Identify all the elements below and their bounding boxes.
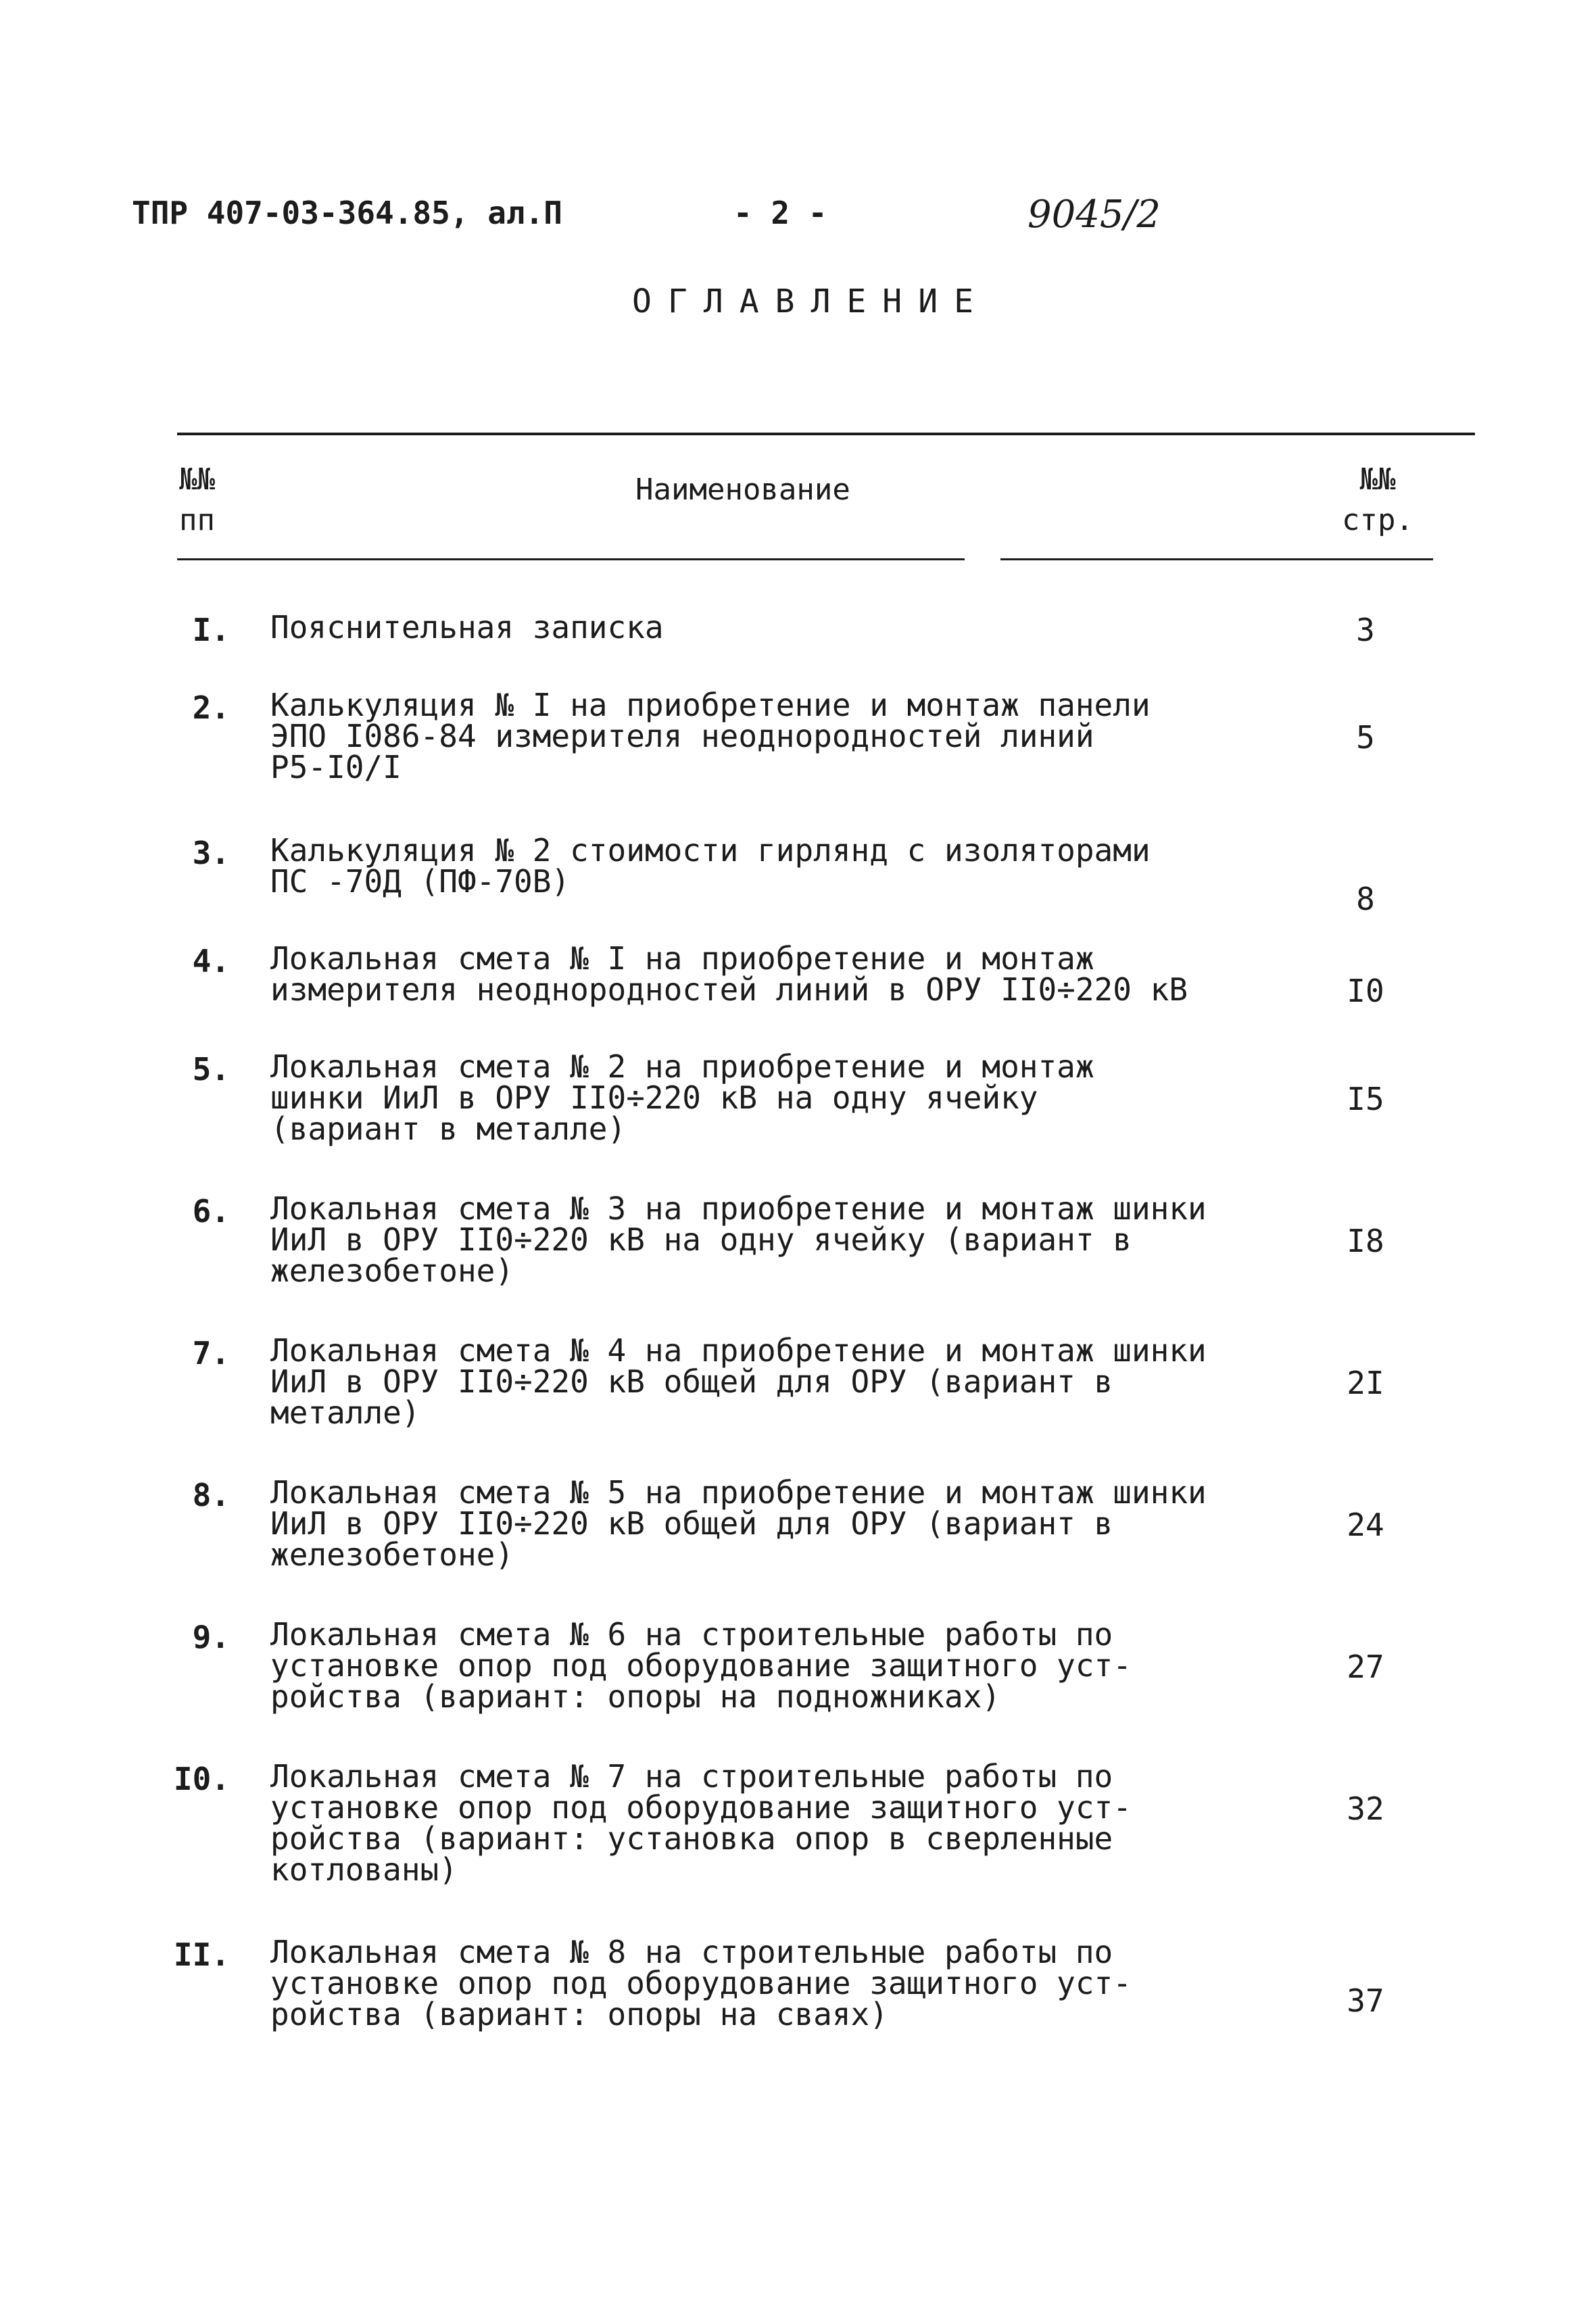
toc-entry-number: 3. xyxy=(192,835,230,871)
toc-entry-number: 9. xyxy=(192,1619,230,1655)
toc-entry-line: шинки ИиЛ в ОРУ II0÷220 кВ на одну ячейку xyxy=(270,1079,1038,1116)
toc-entry-line: ройства (вариант: установка опор в сверленные xyxy=(270,1820,1113,1857)
toc-entry-line: Калькуляция № 2 стоимости гирлянд с изоляторами xyxy=(270,832,1151,869)
toc-entry-title xyxy=(270,1758,1132,1888)
toc-entry-line: Локальная смета № 2 на приобретение и монтаж xyxy=(270,1048,1094,1085)
toc-entry-page: 32 xyxy=(1347,1790,1384,1827)
page-number: - 2 - xyxy=(733,195,827,231)
toc-entry-page: 3 xyxy=(1356,612,1375,648)
column-header-page: №№ стр. xyxy=(1342,462,1413,537)
handwritten-archive-number: 9045/2 xyxy=(1027,193,1161,237)
toc-entry-line: Р5-I0/I xyxy=(270,749,402,785)
column-header-name: Наименование xyxy=(635,472,850,507)
document-code: ТПР 407-03-364.85, ал.П xyxy=(132,195,562,231)
toc-entry-page: I8 xyxy=(1347,1223,1384,1259)
column-header-number: №№ пп xyxy=(179,462,215,537)
header-bottom-rule-left xyxy=(177,558,965,560)
toc-entry-page: 5 xyxy=(1356,719,1375,756)
toc-entry-line: установке опор под оборудование защитного уст- xyxy=(270,1965,1132,2001)
toc-entry-page: 24 xyxy=(1347,1507,1384,1543)
toc-entry-title xyxy=(270,1048,1094,1147)
toc-entry-line: ройства (вариант: опоры на сваях) xyxy=(270,1996,888,2032)
toc-entry-title xyxy=(270,1190,1207,1289)
toc-entry-title xyxy=(270,1616,1132,1715)
toc-entry-line: (вариант в металле) xyxy=(270,1111,627,1147)
toc-entry-line: Локальная смета № 6 на строительные работы по xyxy=(270,1616,1113,1653)
toc-entry-number: 7. xyxy=(192,1335,230,1371)
toc-entry-line: ИиЛ в ОРУ II0÷220 кВ общей для ОРУ (вариант в xyxy=(270,1505,1113,1542)
toc-entry-line: котлованы) xyxy=(270,1851,458,1888)
toc-entry-line: Локальная смета № 3 на приобретение и монтаж шинки xyxy=(270,1190,1207,1227)
toc-entry-number: II. xyxy=(173,1936,230,1973)
header-bottom-rule-right xyxy=(1000,558,1433,560)
toc-entry-line: железобетоне) xyxy=(270,1536,514,1573)
toc-entry-page: 37 xyxy=(1347,1982,1384,2019)
toc-entry-line: Пояснительная записка xyxy=(270,609,664,645)
toc-entry-line: железобетоне) xyxy=(270,1252,514,1289)
toc-entry-title xyxy=(270,689,1151,783)
toc-entry-page: 8 xyxy=(1356,881,1375,917)
toc-entry-number: 2. xyxy=(192,689,230,726)
toc-entry-number: I. xyxy=(192,612,230,648)
toc-entry-line: Локальная смета № I на приобретение и монтаж xyxy=(270,940,1094,977)
toc-entry-title xyxy=(270,1332,1207,1431)
toc-entry-page: 2I xyxy=(1347,1365,1384,1401)
toc-entry-line: ЭПО I086-84 измерителя неоднородностей линий xyxy=(270,718,1094,754)
toc-entry-line: измерителя неоднородностей линий в ОРУ II0÷220 кВ xyxy=(270,971,1188,1008)
toc-entry-line: установке опор под оборудование защитного уст- xyxy=(270,1647,1132,1684)
toc-entry-page: I5 xyxy=(1347,1081,1384,1117)
toc-entry-title xyxy=(270,832,1151,900)
toc-entry-title xyxy=(270,940,1188,1008)
toc-entry-number: 4. xyxy=(192,943,230,979)
toc-entry-line: ИиЛ в ОРУ II0÷220 кВ общей для ОРУ (вариант в xyxy=(270,1363,1113,1400)
toc-entry-page: I0 xyxy=(1347,973,1384,1009)
toc-entry-line: Калькуляция № I на приобретение и монтаж панели xyxy=(270,687,1151,723)
table-top-rule xyxy=(177,433,1475,435)
toc-entry-number: 8. xyxy=(192,1477,230,1513)
toc-entry-line: ПС -70Д (ПФ-70В) xyxy=(270,863,571,900)
toc-entry-line: Локальная смета № 8 на строительные работы по xyxy=(270,1934,1113,1970)
toc-entry-line: Локальная смета № 7 на строительные работы по xyxy=(270,1758,1113,1795)
toc-entry-page: 27 xyxy=(1347,1649,1384,1685)
toc-entry-number: 6. xyxy=(192,1193,230,1229)
page-title: ОГЛАВЛЕНИЕ xyxy=(632,283,990,320)
toc-entry-line: ройства (вариант: опоры на подножниках) xyxy=(270,1678,1001,1715)
toc-entry-title xyxy=(270,1474,1207,1573)
toc-entry-line: установке опор под оборудование защитного уст- xyxy=(270,1789,1132,1826)
toc-entry-title xyxy=(270,609,664,645)
toc-entry-line: металле) xyxy=(270,1394,420,1431)
toc-entry-line: ИиЛ в ОРУ II0÷220 кВ на одну ячейку (вариант в xyxy=(270,1221,1132,1258)
toc-entry-line: Локальная смета № 5 на приобретение и монтаж шинки xyxy=(270,1474,1207,1511)
toc-entry-number: I0. xyxy=(173,1761,230,1797)
toc-entry-title xyxy=(270,1936,1132,2030)
toc-entry-line: Локальная смета № 4 на приобретение и монтаж шинки xyxy=(270,1332,1207,1369)
toc-entry-number: 5. xyxy=(192,1051,230,1088)
